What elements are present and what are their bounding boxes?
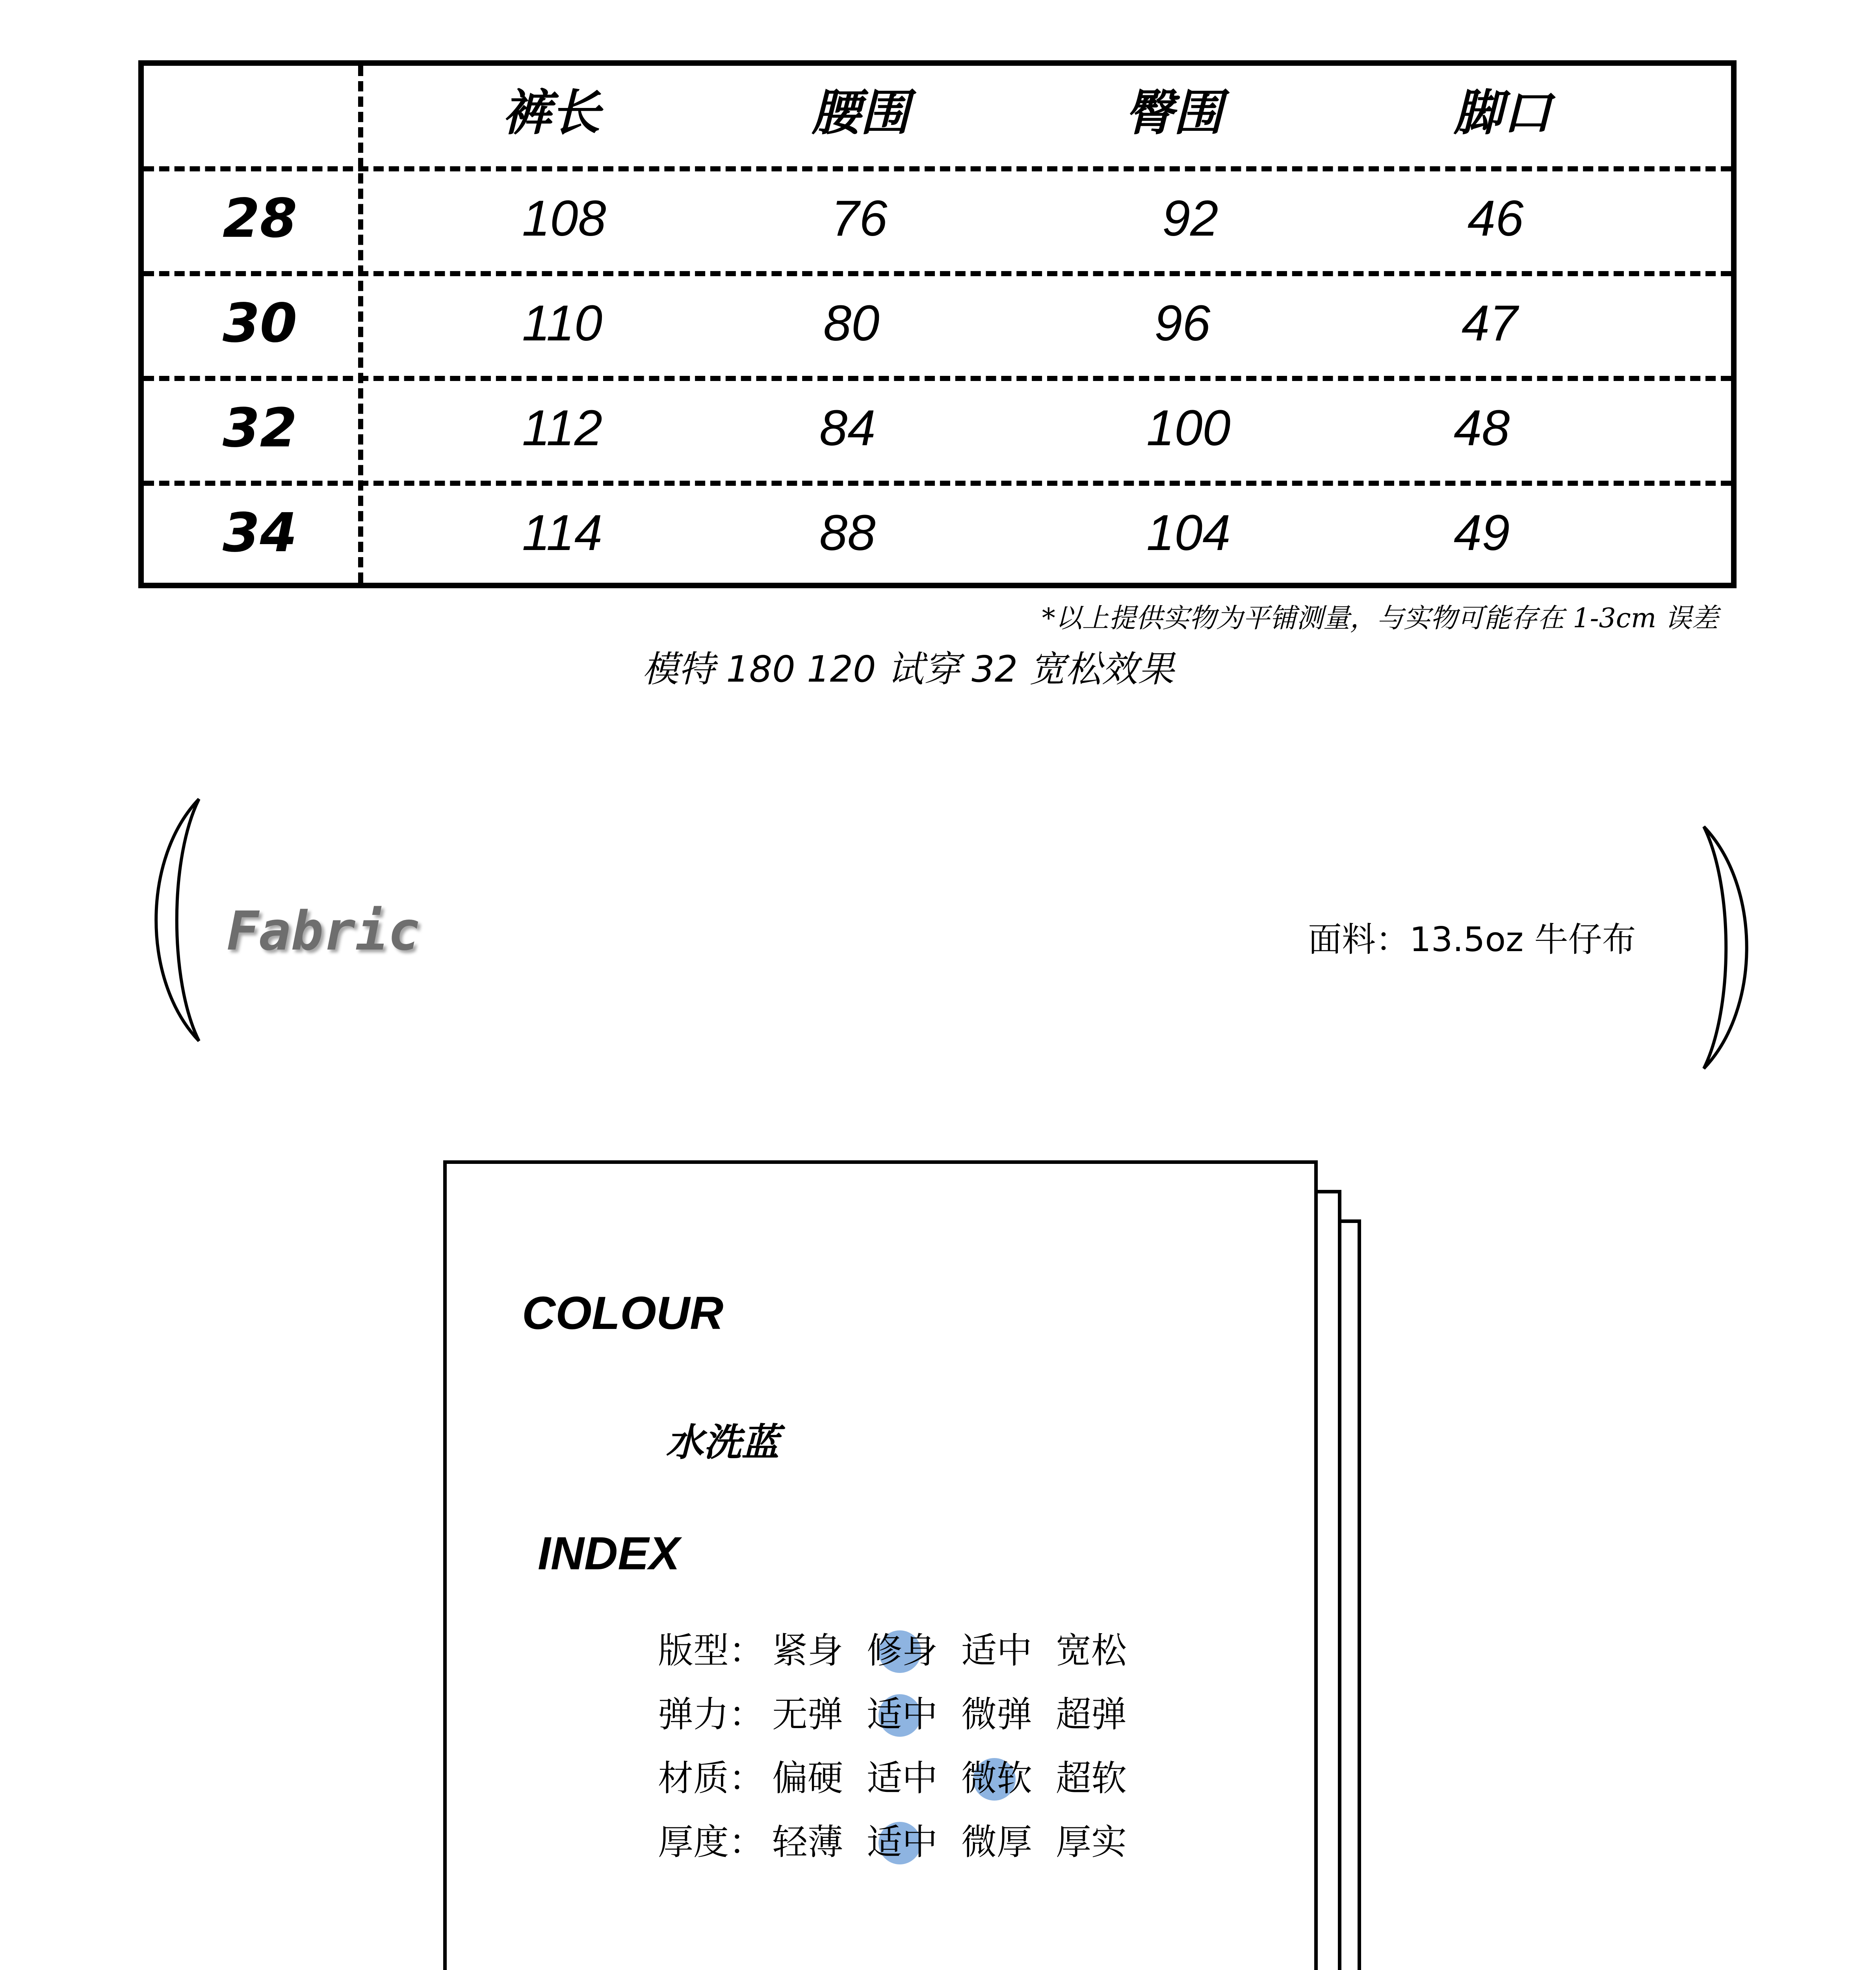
table-cell: 47 bbox=[1462, 295, 1518, 351]
table-cell: 96 bbox=[1154, 295, 1211, 351]
table-cell: 88 bbox=[819, 505, 876, 561]
index-option: 超弹 bbox=[1056, 1694, 1127, 1735]
index-option: 修身 bbox=[867, 1630, 938, 1671]
size-label: 30 bbox=[223, 292, 297, 355]
index-option: 紧身 bbox=[772, 1630, 843, 1671]
table-cell: 46 bbox=[1467, 190, 1524, 247]
index-label: 厚度： bbox=[658, 1821, 764, 1863]
table-cell: 110 bbox=[522, 295, 603, 351]
table-cell: 84 bbox=[819, 400, 876, 456]
index-label: 弹力： bbox=[658, 1694, 764, 1735]
fabric-title: Fabric bbox=[227, 900, 420, 963]
measurement-note: *以上提供实物为平铺测量，与实物可能存在 1-3cm 误差 bbox=[1042, 603, 1718, 634]
header-waist: 腰围 bbox=[812, 85, 910, 141]
model-info: 模特 180 120 试穿 32 宽松效果 bbox=[642, 648, 1174, 690]
index-option: 微厚 bbox=[961, 1821, 1032, 1863]
left-bracket-icon bbox=[150, 796, 213, 1044]
table-cell: 108 bbox=[522, 190, 606, 247]
table-cell: 114 bbox=[522, 505, 603, 561]
header-length: 裤长 bbox=[502, 85, 600, 141]
size-label: 28 bbox=[223, 188, 297, 250]
index-option: 厚实 bbox=[1056, 1821, 1127, 1863]
index-option: 超软 bbox=[1056, 1758, 1127, 1799]
size-label: 34 bbox=[223, 502, 297, 564]
index-option: 轻薄 bbox=[772, 1821, 843, 1863]
index-title: INDEX bbox=[538, 1528, 680, 1580]
table-cell: 112 bbox=[522, 400, 603, 456]
table-cell: 92 bbox=[1162, 190, 1218, 247]
table-cell: 80 bbox=[823, 295, 880, 351]
table-cell: 104 bbox=[1146, 505, 1231, 561]
index-option: 适中 bbox=[961, 1630, 1032, 1671]
header-hem: 脚口 bbox=[1454, 85, 1552, 141]
header-hip: 臀围 bbox=[1125, 85, 1223, 141]
index-option: 适中 bbox=[867, 1821, 938, 1863]
table-cell: 100 bbox=[1146, 400, 1231, 456]
colour-value: 水洗蓝 bbox=[666, 1420, 779, 1464]
index-option: 偏硬 bbox=[772, 1758, 843, 1799]
table-cell: 76 bbox=[831, 190, 888, 247]
index-option: 无弹 bbox=[772, 1694, 843, 1735]
size-label: 32 bbox=[223, 397, 297, 459]
fabric-description: 面料：13.5oz 牛仔布 bbox=[1308, 920, 1636, 959]
colour-title: COLOUR bbox=[522, 1287, 724, 1339]
size-table bbox=[138, 60, 1737, 588]
index-label: 材质： bbox=[658, 1758, 764, 1799]
index-option: 适中 bbox=[867, 1758, 938, 1799]
table-cell: 48 bbox=[1454, 400, 1510, 456]
index-option: 宽松 bbox=[1056, 1630, 1127, 1671]
index-option: 微软 bbox=[961, 1758, 1032, 1799]
index-option: 微弹 bbox=[961, 1694, 1032, 1735]
column-divider bbox=[358, 66, 363, 583]
index-label: 版型： bbox=[658, 1630, 764, 1671]
index-option: 适中 bbox=[867, 1694, 938, 1735]
table-cell: 49 bbox=[1454, 505, 1510, 561]
right-bracket-icon bbox=[1690, 823, 1753, 1072]
